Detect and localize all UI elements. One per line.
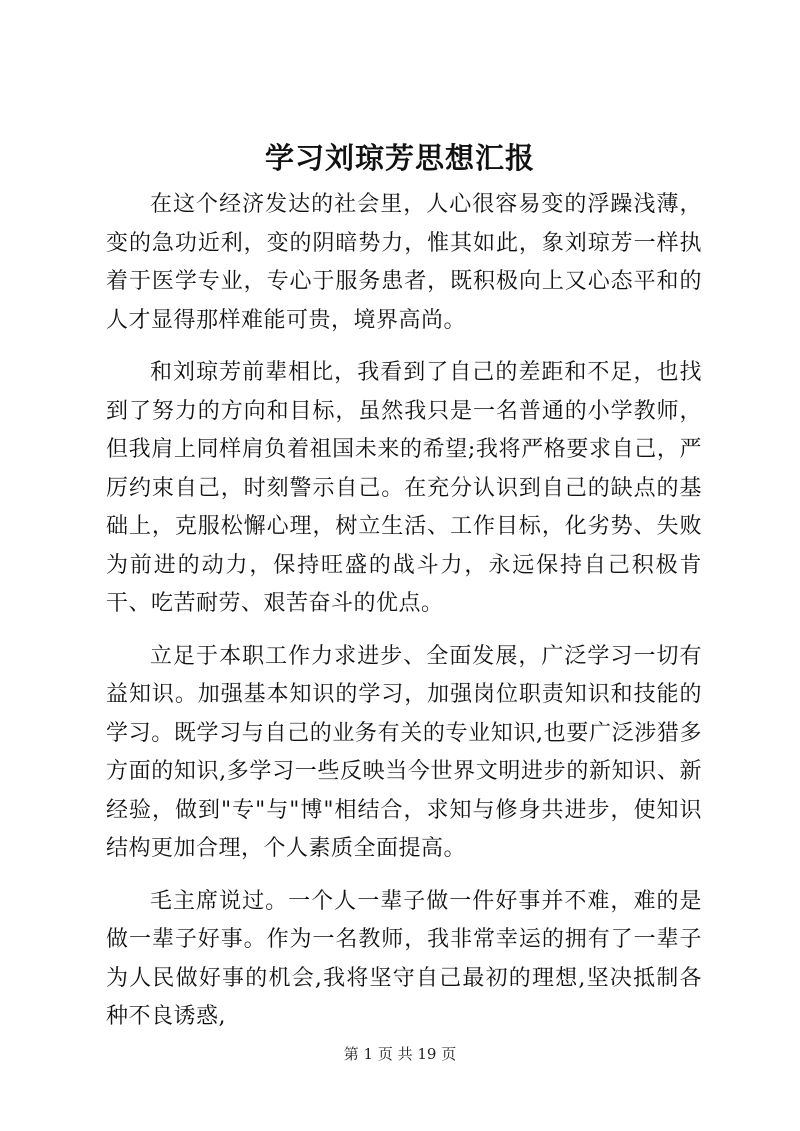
paragraph-1: 在这个经济发达的社会里，人心很容易变的浮躁浅薄，变的急功近利，变的阴暗势力，惟其如此，象刘琼芳一样执着于医学专业，专心于服务患者，既积极向上又心态平和的人才显得那样难能可贵，境界高尚。 xyxy=(106,192,702,333)
page-footer: 第 1 页 共 19 页 xyxy=(343,1045,457,1063)
paragraph-2: 和刘琼芳前辈相比，我看到了自己的差距和不足，也找到了努力的方向和目标，虽然我只是一名普通的小学教师，但我肩上同样肩负着祖国未来的希望;我将严格要求自己，严厉约束自己，时刻警示自己。在充分认识到自己的缺点的基础上，克服松懈心理，树立生活、工作目标，化劣势、失败为前进的动力，保持旺盛的战斗力，永远保持自己积极肯干、吃苦耐劳、艰苦奋斗的优点。 xyxy=(106,360,702,616)
document-body xyxy=(106,186,702,1051)
paragraph-3: 立足于本职工作力求进步、全面发展，广泛学习一切有益知识。加强基本知识的学习，加强岗位职责知识和技能的学习。既学习与自己的业务有关的专业知识,也要广泛涉猎多方面的知识,多学习一些反映当今世界文明进步的新知识、新经验，做到"专"与"博"相结合，求知与修身共进步，使知识结构更加合理，个人素质全面提高。 xyxy=(106,643,702,861)
document-title: 学习刘琼芳思想汇报 xyxy=(264,141,535,175)
paragraph-4: 毛主席说过。一个人一辈子做一件好事并不难，难的是做一辈子好事。作为一名教师，我非常幸运的拥有了一辈子为人民做好事的机会,我将坚守自己最初的理想,坚决抵制各种不良诱惑, xyxy=(106,888,702,1029)
